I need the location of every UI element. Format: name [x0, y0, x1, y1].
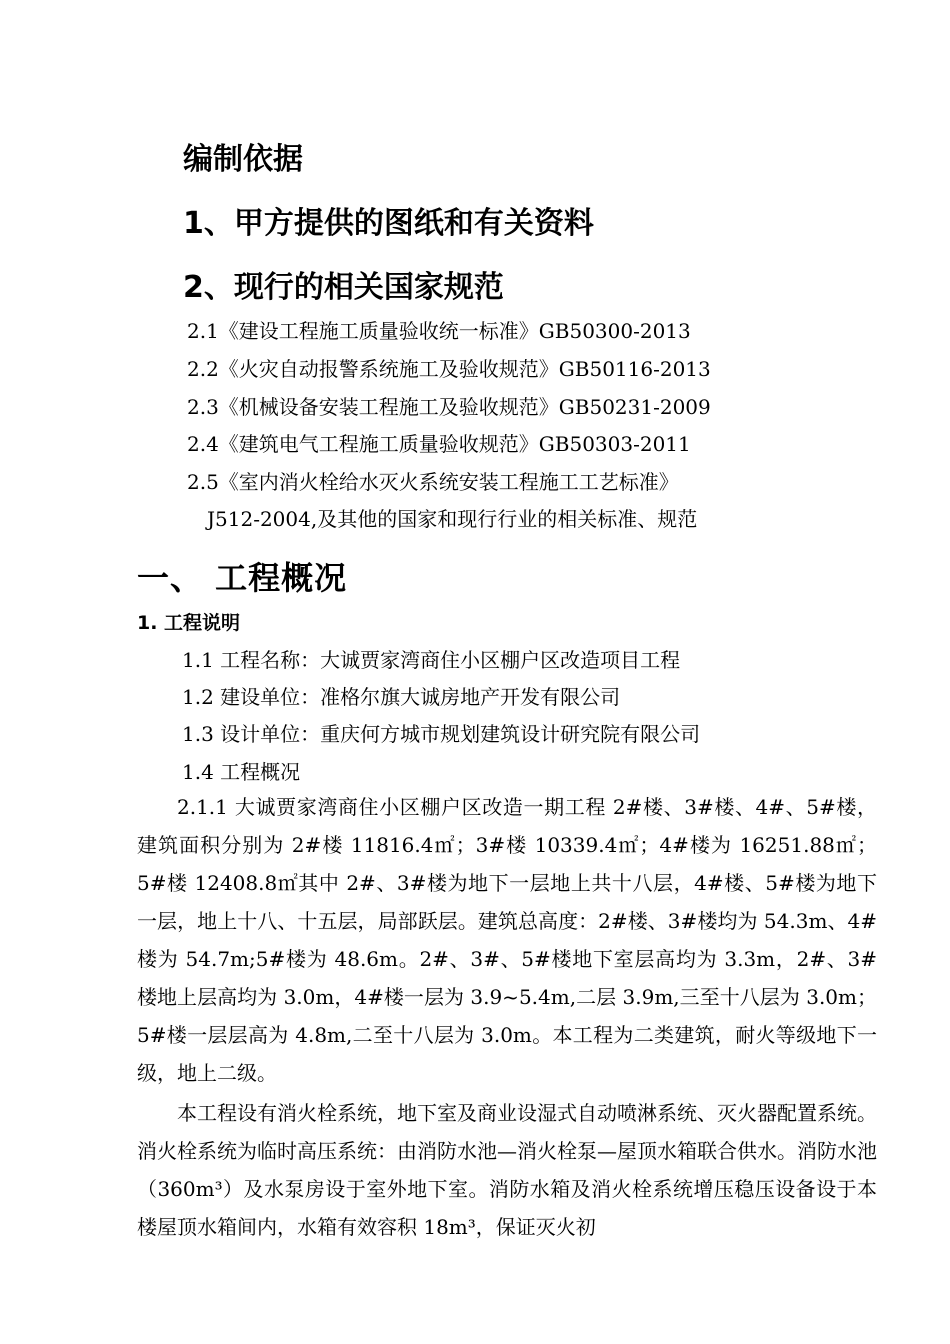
overview-subtitle: 1. 工程说明 [137, 612, 241, 634]
overview-item: 1.2 建设单位：准格尔旗大诚房地产开发有限公司 [182, 685, 621, 709]
basis-title: 编制依据 [183, 142, 303, 177]
basis-item-2: 2、现行的相关国家规范 [183, 270, 504, 305]
overview-paragraph-2: 本工程设有消火栓系统，地下室及商业设湿式自动喷淋系统、灭火器配置系统。消火栓系统为临时高压系统：由消防水池—消火栓泵—屋顶水箱联合供水。消防水池（360m³）及水泵房设于室外地下室。消防水箱及消火栓系统增压稳压设备设于本楼屋顶水箱间内，水箱有效容积 18m³，保证灭火初 [137, 1101, 877, 1239]
overview-item: 1.4 工程概况 [182, 760, 301, 784]
standard-line: 2.3《机械设备安装工程施工及验收规范》GB50231-2009 [187, 395, 711, 419]
overview-title: 一、 工程概况 [137, 559, 348, 597]
standard-line: 2.4《建筑电气工程施工质量验收规范》GB50303-2011 [187, 432, 691, 456]
standard-line: 2.2《火灾自动报警系统施工及验收规范》GB50116-2013 [187, 357, 711, 381]
standard-line: J512-2004,及其他的国家和现行行业的相关标准、规范 [207, 507, 698, 531]
standard-line: 2.1《建设工程施工质量验收统一标准》GB50300-2013 [187, 319, 691, 343]
overview-item: 1.1 工程名称：大诚贾家湾商住小区棚户区改造项目工程 [182, 648, 681, 672]
standard-line: 2.5《室内消火栓给水灭火系统安装工程施工工艺标准》 [187, 470, 679, 494]
overview-item: 1.3 设计单位：重庆何方城市规划建筑设计研究院有限公司 [182, 722, 701, 746]
overview-paragraph-1: 2.1.1 大诚贾家湾商住小区棚户区改造一期工程 2#楼、3#楼、4#、5#楼，建筑面积分别为 2#楼 11816.4㎡；3#楼 10339.4㎡；4#楼为 16251.88㎡；5#楼 12408.8㎡其中 2#、3#楼为地下一层地上共十八层，4#楼、5#楼为地下一层，地上十八、十五层，局部跃层。建筑总高度：2#楼、3#楼均为 54.3m、4#楼为 54.7m;5#楼为 48.6m。2#、3#、5#楼地下室层高均为 3.3m，2#、3#楼地上层高均为 3.0m，4#楼一层为 3.9~5.4m,二层 3.9m,三至十八层为 3.0m；5#楼一层层高为 4.8m,二至十八层为 3.0m。本工程为二类建筑，耐火等级地下一级，地上二级。 [137, 795, 877, 1085]
basis-item-1: 1、甲方提供的图纸和有关资料 [183, 206, 594, 241]
